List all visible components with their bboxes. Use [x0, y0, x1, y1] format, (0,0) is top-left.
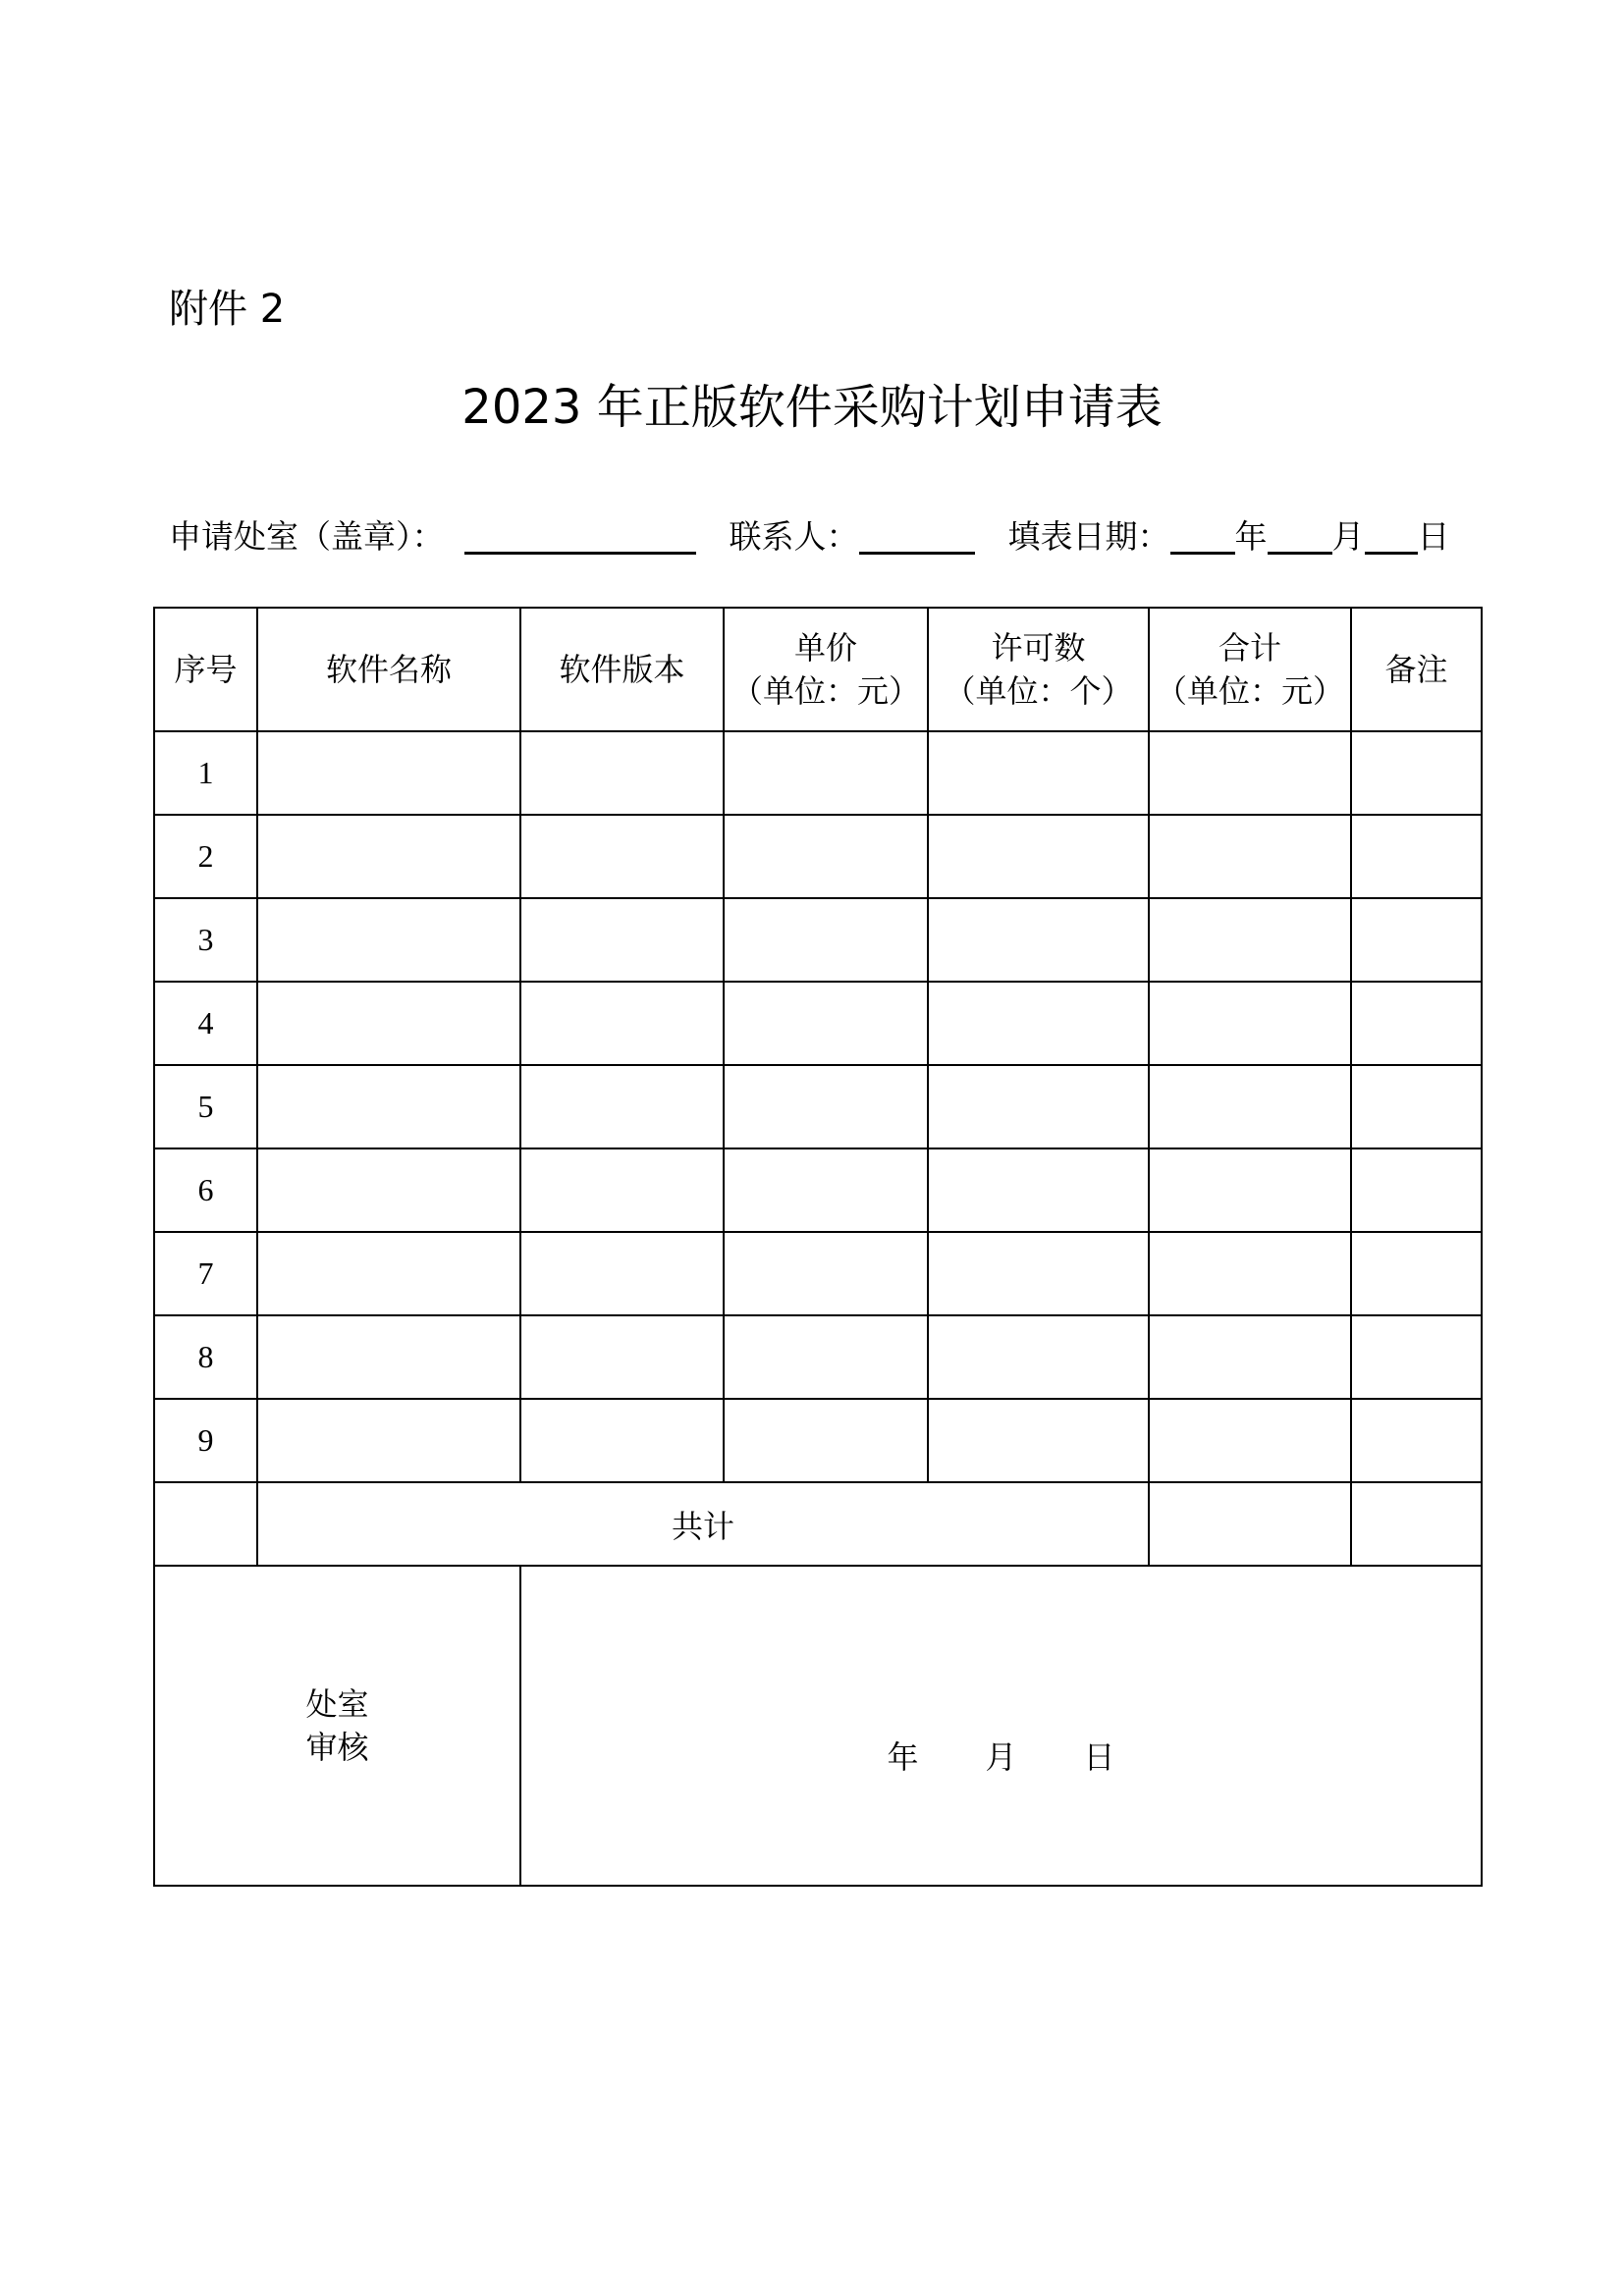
procurement-table: [153, 607, 1483, 1887]
year-blank: [1170, 512, 1235, 555]
attachment-label: 附件 2: [169, 287, 286, 332]
review-label: 处室 审核: [154, 1566, 520, 1886]
remarks-cell[interactable]: [1351, 1232, 1482, 1315]
review-year-label: 年: [887, 1738, 919, 1776]
subtotal-cell[interactable]: [1149, 982, 1351, 1065]
total-index-cell: [154, 1482, 257, 1566]
table-row: [154, 1065, 1482, 1148]
license-count-cell[interactable]: [928, 815, 1149, 898]
remarks-cell[interactable]: [1351, 1399, 1482, 1482]
software-version-cell[interactable]: [520, 1232, 724, 1315]
office-label: 申请处室（盖章）：: [169, 517, 445, 556]
unit-price-cell[interactable]: [724, 815, 928, 898]
software-version-cell[interactable]: [520, 1065, 724, 1148]
table-row: [154, 731, 1482, 815]
subtotal-cell[interactable]: [1149, 1399, 1351, 1482]
row-index: 6: [154, 1148, 257, 1232]
row-index: 9: [154, 1399, 257, 1482]
month-label: 月: [1331, 517, 1365, 556]
col-header-index: 序号: [154, 608, 257, 731]
software-name-cell[interactable]: [257, 1315, 520, 1399]
software-name-cell[interactable]: [257, 982, 520, 1065]
office-blank: [464, 512, 696, 555]
unit-price-cell[interactable]: [724, 1065, 928, 1148]
remarks-cell[interactable]: [1351, 1315, 1482, 1399]
software-name-cell[interactable]: [257, 1065, 520, 1148]
col-header-software-version: 软件版本: [520, 608, 724, 731]
software-version-cell[interactable]: [520, 1148, 724, 1232]
table-row: [154, 1148, 1482, 1232]
remarks-cell[interactable]: [1351, 1065, 1482, 1148]
col-header-unit-price: 单价 （单位：元）: [724, 608, 928, 731]
row-index: 5: [154, 1065, 257, 1148]
subtotal-cell[interactable]: [1149, 731, 1351, 815]
software-version-cell[interactable]: [520, 815, 724, 898]
applicant-info-line: [169, 512, 1450, 561]
unit-price-cell[interactable]: [724, 982, 928, 1065]
software-version-cell[interactable]: [520, 1399, 724, 1482]
col-header-software-name: 软件名称: [257, 608, 520, 731]
remarks-cell[interactable]: [1351, 815, 1482, 898]
review-date: [853, 1733, 1148, 1778]
total-remarks-cell[interactable]: [1351, 1482, 1482, 1566]
row-index: 2: [154, 815, 257, 898]
row-index: 7: [154, 1232, 257, 1315]
col-header-remarks: 备注: [1351, 608, 1482, 731]
unit-price-cell[interactable]: [724, 1148, 928, 1232]
software-name-cell[interactable]: [257, 815, 520, 898]
subtotal-cell[interactable]: [1149, 1148, 1351, 1232]
contact-label: 联系人：: [729, 517, 859, 556]
license-count-cell[interactable]: [928, 1148, 1149, 1232]
remarks-cell[interactable]: [1351, 731, 1482, 815]
license-count-cell[interactable]: [928, 1232, 1149, 1315]
software-version-cell[interactable]: [520, 898, 724, 982]
license-count-cell[interactable]: [928, 1065, 1149, 1148]
subtotal-cell[interactable]: [1149, 898, 1351, 982]
year-label: 年: [1234, 517, 1268, 556]
review-row: [154, 1566, 1482, 1886]
table-row: [154, 815, 1482, 898]
software-version-cell[interactable]: [520, 731, 724, 815]
unit-price-cell[interactable]: [724, 1315, 928, 1399]
license-count-cell[interactable]: [928, 731, 1149, 815]
license-count-cell[interactable]: [928, 982, 1149, 1065]
row-index: 4: [154, 982, 257, 1065]
review-day-label: 日: [1083, 1738, 1115, 1776]
table-row: [154, 1399, 1482, 1482]
table-header-row: [154, 608, 1482, 731]
day-label: 日: [1417, 517, 1450, 556]
day-blank: [1365, 512, 1418, 555]
total-row: [154, 1482, 1482, 1566]
subtotal-cell[interactable]: [1149, 1315, 1351, 1399]
license-count-cell[interactable]: [928, 1399, 1149, 1482]
review-content[interactable]: [520, 1566, 1482, 1886]
col-header-license-count: 许可数 （单位：个）: [928, 608, 1149, 731]
unit-price-cell[interactable]: [724, 731, 928, 815]
software-version-cell[interactable]: [520, 1315, 724, 1399]
software-name-cell[interactable]: [257, 1148, 520, 1232]
remarks-cell[interactable]: [1351, 982, 1482, 1065]
software-version-cell[interactable]: [520, 982, 724, 1065]
software-name-cell[interactable]: [257, 1399, 520, 1482]
license-count-cell[interactable]: [928, 1315, 1149, 1399]
form-title: 2023 年正版软件采购计划申请表: [461, 380, 1163, 435]
subtotal-cell[interactable]: [1149, 815, 1351, 898]
remarks-cell[interactable]: [1351, 1148, 1482, 1232]
month-blank: [1268, 512, 1332, 555]
row-index: 8: [154, 1315, 257, 1399]
software-name-cell[interactable]: [257, 1232, 520, 1315]
unit-price-cell[interactable]: [724, 898, 928, 982]
software-name-cell[interactable]: [257, 898, 520, 982]
table-row: [154, 982, 1482, 1065]
table-row: [154, 1232, 1482, 1315]
contact-blank: [859, 512, 975, 555]
subtotal-cell[interactable]: [1149, 1232, 1351, 1315]
review-month-label: 月: [985, 1738, 1017, 1776]
table-row: [154, 1315, 1482, 1399]
unit-price-cell[interactable]: [724, 1232, 928, 1315]
row-index: 1: [154, 731, 257, 815]
subtotal-cell[interactable]: [1149, 1065, 1351, 1148]
row-index: 3: [154, 898, 257, 982]
col-header-subtotal: 合计 （单位：元）: [1149, 608, 1351, 731]
software-name-cell[interactable]: [257, 731, 520, 815]
license-count-cell[interactable]: [928, 898, 1149, 982]
unit-price-cell[interactable]: [724, 1399, 928, 1482]
total-amount-cell[interactable]: [1149, 1482, 1351, 1566]
remarks-cell[interactable]: [1351, 898, 1482, 982]
total-label: 共计: [257, 1482, 1149, 1566]
table-row: [154, 898, 1482, 982]
date-label: 填表日期：: [1007, 517, 1170, 556]
